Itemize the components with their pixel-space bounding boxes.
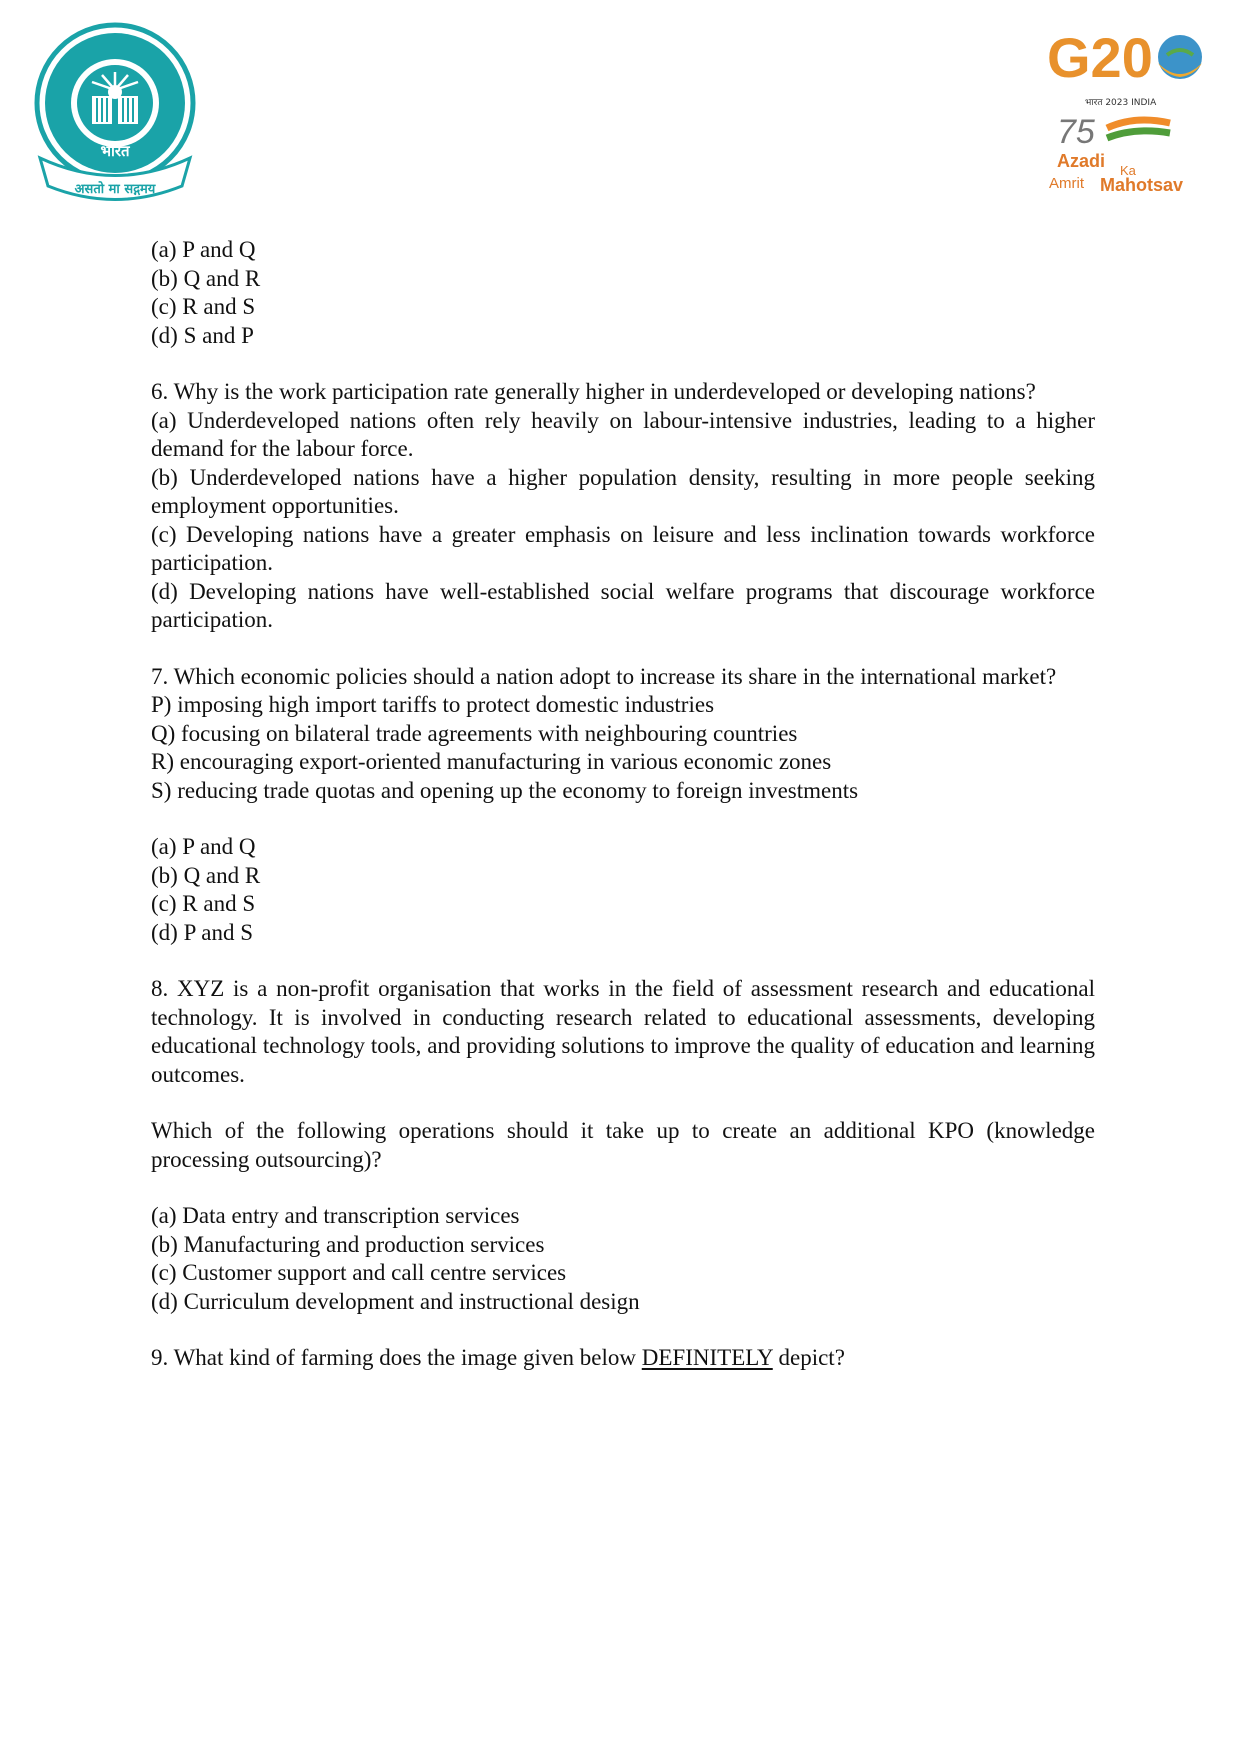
q7-statement-q: Q) focusing on bilateral trade agreements with neighbouring countries <box>151 720 798 746</box>
question-8-prompt <box>151 1117 1095 1174</box>
q6-option-a: (a) Underdeveloped nations often rely heavily on labour-intensive industries, leading to a higher demand for the labour force. <box>151 407 1095 461</box>
logo-center-text: भारत <box>100 142 130 160</box>
g20-azadi-logo-icon <box>1045 15 1215 200</box>
q5-options <box>151 236 1095 350</box>
q8-option-c: (c) Customer support and call centre services <box>151 1260 567 1285</box>
amrit-text: Amrit <box>1049 175 1084 192</box>
q6-option-b: (b) Underdeveloped nations have a higher population density, resulting in more people seeking employment opportunities. <box>151 464 1095 518</box>
mahotsav-text: Mahotsav <box>1100 175 1184 195</box>
q5-option-a: (a) P and Q <box>151 237 256 262</box>
q5-option-c: (c) R and S <box>151 294 256 319</box>
question-9 <box>151 1344 1095 1373</box>
question-6 <box>151 378 1095 635</box>
q6-question: 6. Why is the work participation rate generally higher in underdeveloped or developing nations? <box>151 379 1036 404</box>
q5-option-b: (b) Q and R <box>151 265 261 291</box>
q8-question: Which of the following operations should it take up to create an additional KPO (knowledge processing outsourcing)? <box>151 1118 1095 1172</box>
question-7 <box>151 663 1095 806</box>
cbse-emblem-icon <box>30 18 200 208</box>
q7-statement-r: R) encouraging export-oriented manufacturing in various economic zones <box>151 749 832 774</box>
logo-motto-text: असतो मा सद्गमय <box>74 182 156 197</box>
q7-option-a: (a) P and Q <box>151 834 256 859</box>
question-content <box>151 236 1095 1401</box>
q7-option-b: (b) Q and R <box>151 862 261 888</box>
g20-text: G20 <box>1047 26 1153 89</box>
q7-option-c: (c) R and S <box>151 891 256 916</box>
q7-option-d: (d) P and S <box>151 919 254 945</box>
q7-options <box>151 833 1095 947</box>
q8-option-b: (b) Manufacturing and production services <box>151 1231 545 1257</box>
q9-emphasis: DEFINITELY <box>641 1345 773 1370</box>
g20-azadi-logo <box>1045 15 1215 200</box>
q8-option-a: (a) Data entry and transcription services <box>151 1203 520 1228</box>
q9-text-before: 9. What kind of farming does the image given below <box>151 1345 642 1370</box>
svg-text:75: 75 <box>1057 113 1095 151</box>
azadi-text: Azadi <box>1057 151 1106 171</box>
q6-option-d: (d) Developing nations have well-established social welfare programs that discourage workforce participation. <box>151 578 1095 632</box>
q6-option-c: (c) Developing nations have a greater emphasis on leisure and less inclination towards workforce participation. <box>151 521 1095 575</box>
q7-statement-p: P) imposing high import tariffs to protect domestic industries <box>151 692 715 717</box>
q7-question: 7. Which economic policies should a nation adopt to increase its share in the international market? <box>151 663 1057 689</box>
q8-option-d: (d) Curriculum development and instructional design <box>151 1288 640 1314</box>
ka-text: Ka <box>1120 163 1136 178</box>
q9-text-after: depict? <box>772 1345 845 1370</box>
q5-option-d: (d) S and P <box>151 322 254 348</box>
g20-subtitle: भारत 2023 INDIA <box>1085 98 1157 108</box>
q9-question <box>151 1344 1095 1373</box>
q7-statement-s: S) reducing trade quotas and opening up the economy to foreign investments <box>151 777 859 803</box>
question-8-passage <box>151 975 1095 1089</box>
q8-options <box>151 1202 1095 1316</box>
cbse-logo <box>30 18 200 208</box>
q8-passage: 8. XYZ is a non-profit organisation that works in the field of assessment research and educational technology. It is involved in conducting research related to educational assessments, developing educational technology tools, and providing solutions to improve the quality of education and learning outcomes. <box>151 976 1095 1087</box>
